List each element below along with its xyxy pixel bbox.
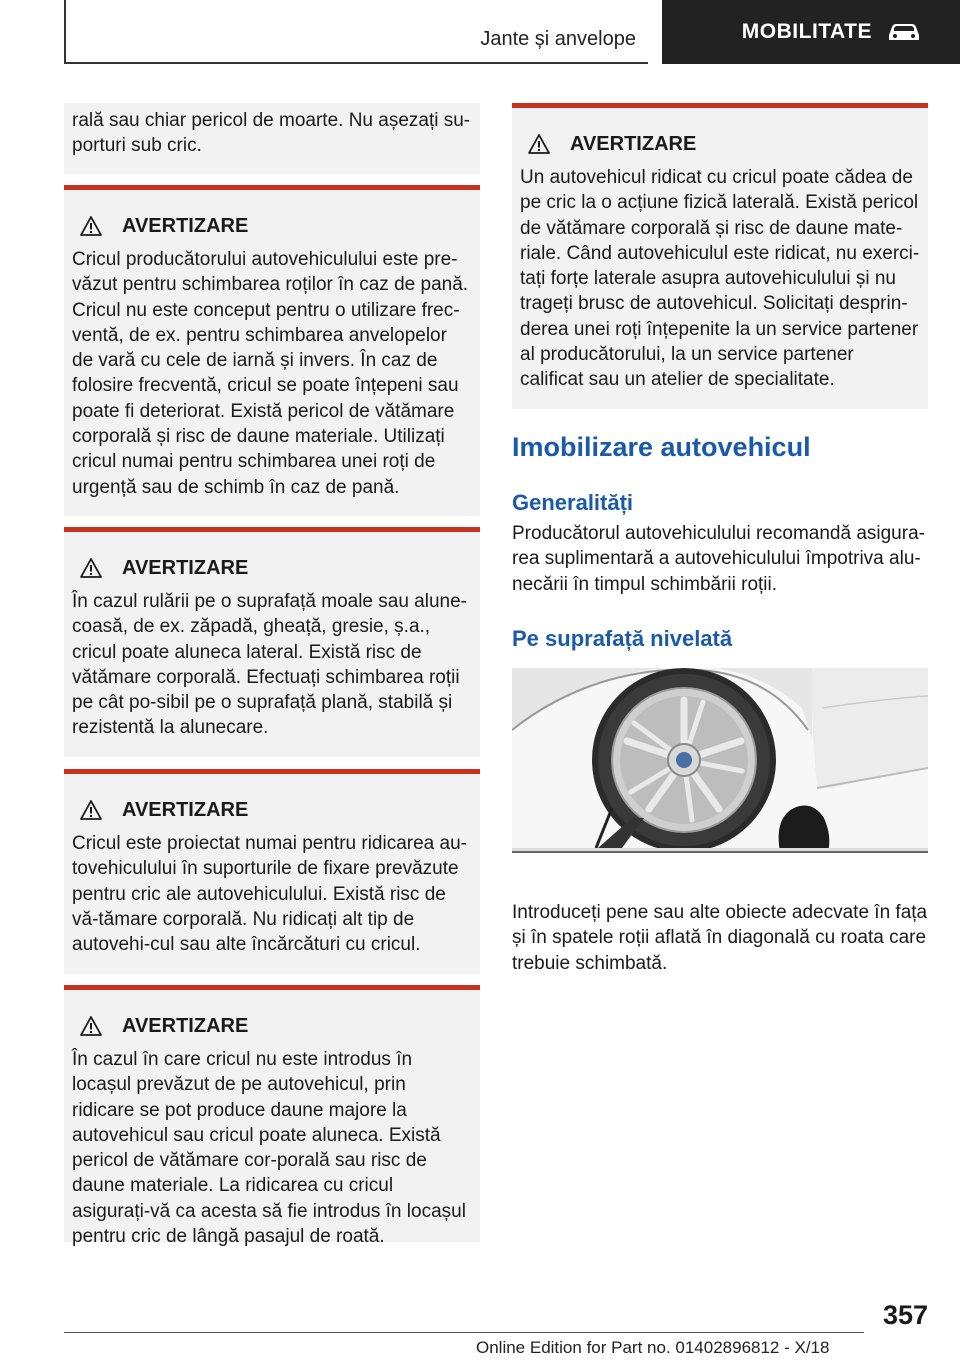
subheading-general: Generalități	[512, 490, 634, 515]
footer-rule	[64, 1332, 864, 1333]
chapter-tab	[662, 0, 960, 64]
warning-box	[64, 527, 480, 757]
warning-box	[512, 103, 928, 409]
page-number: 357	[882, 1300, 928, 1330]
warning-title: AVERTIZARE	[520, 131, 920, 157]
header-rule-vertical	[64, 0, 66, 64]
section-title: Jante și anvelope	[480, 28, 636, 50]
edition-text: Online Edition for Part no. 01402896812 - X/18	[476, 1338, 830, 1357]
warning-text: Cricul producătorului autovehiculului este pre-văzut pentru schimbarea roților în caz de pană. Cricul nu este conceput pentru o utilizare frec-ventă, de ex. pentru schimbarea anvelopelor de vară cu cele de iarnă și invers. În caz de folosire frecventă, cricul se poate înțepeni sau poate fi deteriorat. Există pericol de vătămare corporală și risc de daune materiale. Utilizați cricul numai pentru schimbarea unei roți de urgență sau de schimb în caz de pană.	[72, 249, 469, 498]
warning-text: În cazul în care cricul nu este introdus în locașul prevăzut de pe autovehicul, prin ridicare se pot produce daune majore la autovehicul sau cricul poate aluneca. Există pericol de vătămare cor-porală sau risc de daune materiale. La ridicarea cu cricul asigurați-vă ca acesta să fie introdus în locașul pentru cric de lângă pasajul de roată.	[72, 1049, 466, 1248]
warning-triangle-icon	[80, 216, 102, 236]
section-heading: Imobilizare autovehicul	[512, 432, 811, 462]
warning-title: AVERTIZARE	[72, 1013, 472, 1039]
wheel-chock-illustration	[512, 668, 928, 852]
figure-bottom-rule	[512, 851, 928, 853]
warning-box	[64, 185, 480, 516]
warning-triangle-icon	[80, 1016, 102, 1036]
warning-title: AVERTIZARE	[72, 555, 472, 581]
warning-continuation-text: rală sau chiar pericol de moarte. Nu așezați su-porturi sub cric.	[72, 110, 471, 157]
warning-triangle-icon	[80, 558, 102, 578]
car-icon	[886, 21, 922, 43]
header-rule-horizontal	[64, 62, 648, 64]
warning-triangle-icon	[80, 800, 102, 820]
warning-title: AVERTIZARE	[72, 213, 472, 239]
figure-caption: Introduceți pene sau alte obiecte adecvate în fața și în spatele roții aflată în diagonală cu roata care trebuie schimbată.	[512, 902, 928, 974]
warning-title: AVERTIZARE	[72, 797, 472, 823]
warning-text: Cricul este proiectat numai pentru ridicarea au-tovehiculului în suporturile de fixare prevăzute pentru cric ale autovehiculului. Există risc de vă-tămare corporală. Nu ridicați alt tip de autovehi-cul sau alte încărcături cu cricul.	[72, 833, 467, 956]
warning-box	[64, 769, 480, 974]
warning-text: Un autovehicul ridicat cu cricul poate cădea de pe cric la o acțiune fizică laterală. Există pericol de vătămare corporală și risc de daune mate-riale. Când autovehiculul este ridicat, nu exerci-tați forțe laterale asupra autovehiculului și nu trageți brusc de autovehicul. Solicitați desprin-derea unei roți înțepenite la un service partener al producătorului, la un service partener calificat sau un atelier de specialitate.	[520, 167, 920, 391]
general-paragraph: Producătorul autovehiculului recomandă asigura-rea suplimentară a autovehiculului împotriva alu-necării în timpul schimbării roții.	[512, 523, 925, 595]
subheading-level-surface: Pe suprafață nivelată	[512, 626, 733, 651]
chapter-title: MOBILITATE	[741, 20, 872, 43]
warning-continuation	[64, 103, 480, 174]
warning-triangle-icon	[528, 134, 550, 154]
warning-text: În cazul rulării pe o suprafață moale sau alune-coasă, de ex. zăpadă, gheață, gresie, ș.a., cricul poate aluneca lateral. Există risc de vătămare corporală. Efectuați schimbarea roții pe cât po-sibil pe o suprafață plană, stabilă și rezistentă la alunecare.	[72, 591, 468, 739]
warning-box	[64, 985, 480, 1248]
